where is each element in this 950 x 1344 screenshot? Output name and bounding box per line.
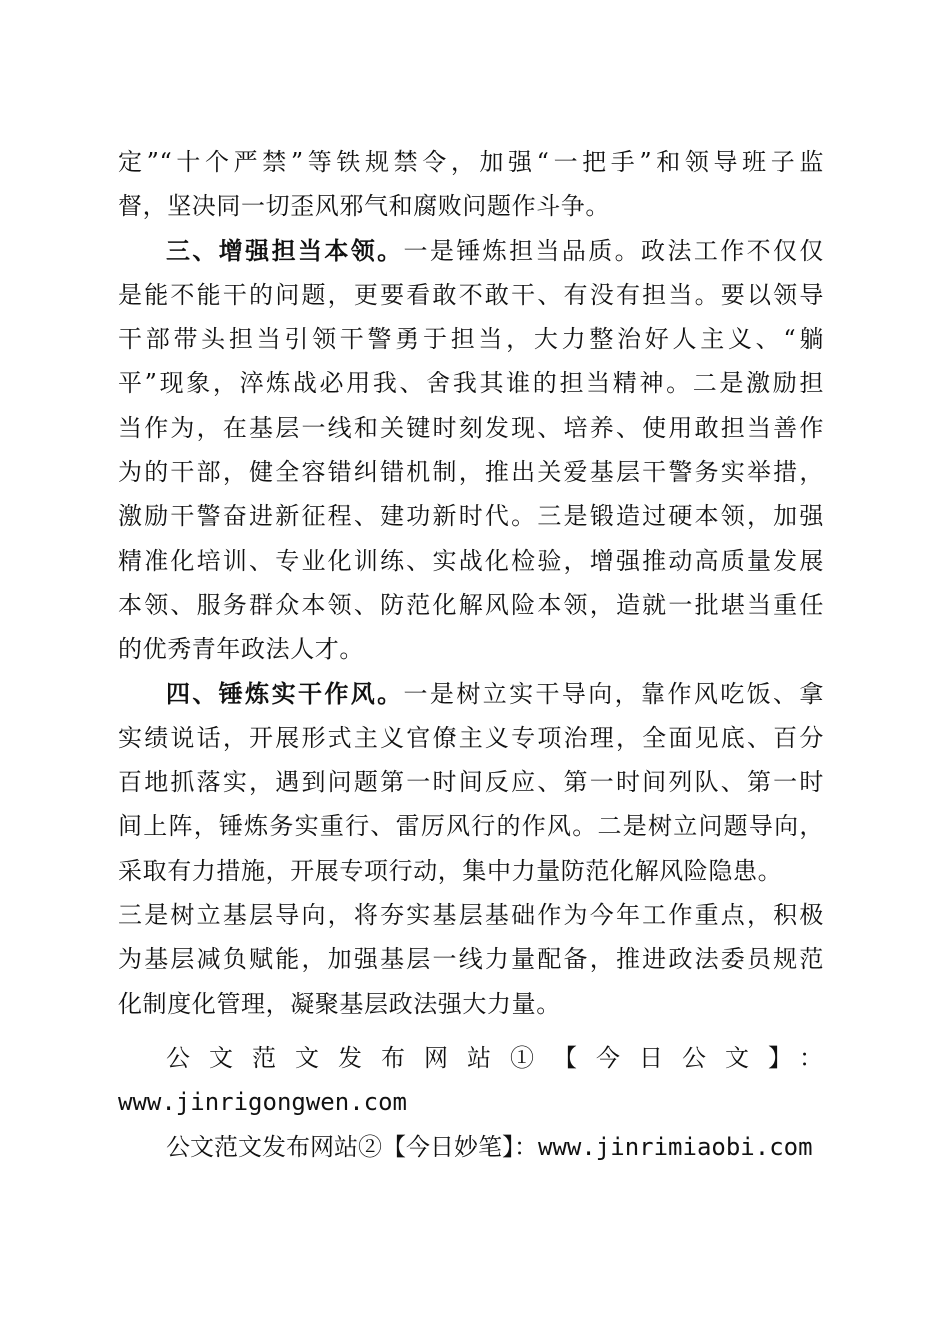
paragraph-line: 为的干部，健全容错纠错机制，推出关爱基层干警务实举措， [118,458,824,487]
paragraph-line: 实绩说话，开展形式主义官僚主义专项治理，全面见底、百分 [118,723,824,752]
paragraph-line: 当作为，在基层一线和关键时刻发现、培养、使用敢担当善作 [118,413,824,442]
paragraph-line: 化制度化管理，凝聚基层政法强大力量。 [118,989,561,1018]
section-four-first-line [118,672,824,716]
site1-label: 公文范文发布网站①【今日公文】： [166,1044,842,1072]
paragraph-line: 平”现象，淬炼战必用我、舍我其谁的担当精神。二是激励担 [118,369,824,398]
paragraph-line: 定”“十个严禁”等铁规禁令，加强“一把手”和领导班子监 [118,148,824,176]
paragraph-line: 百地抓落实，遇到问题第一时间反应、第一时间列队、第一时 [118,768,824,797]
section-four-first-text: 一是树立实干导向，靠作风吃饭、拿 [403,679,824,708]
paragraph-line: 采取有力措施，开展专项行动，集中力量防范化解风险隐患。 [118,856,783,885]
paragraph-line: 间上阵，锤炼务实重行、雷厉风行的作风。二是树立问题导向， [118,812,824,841]
paragraph-line: 是能不能干的问题，更要看敢不敢干、有没有担当。要以领导 [118,280,824,309]
footer-links [118,1036,842,1169]
section-four-heading: 四、锤炼实干作风。 [166,679,404,708]
section-three-first-line [118,229,824,273]
paragraph-line: 本领、服务群众本领、防范化解风险本领，造就一批堪当重任 [118,590,824,619]
site1-url[interactable]: www.jinrigongwen.com [118,1088,407,1117]
paragraph-line: 的优秀青年政法人才。 [118,635,364,664]
paragraph-line: 精准化培训、专业化训练、实战化检验，增强推动高质量发展 [118,546,824,575]
site2-label: 公文范文发布网站②【今日妙笔】： [166,1132,538,1161]
section-three-heading: 三、增强担当本领。 [166,236,404,265]
paragraph-line: 三是树立基层导向，将夯实基层基础作为今年工作重点，积极 [118,901,824,930]
paragraph-line: 干部带头担当引领干警勇于担当，大力整治好人主义、“躺 [118,325,824,354]
site2-line [118,1125,824,1169]
body-text [118,140,824,1026]
site2-url[interactable]: www.jinrimiaobi.com [538,1132,813,1161]
paragraph-line: 激励干警奋进新征程、建功新时代。三是锻造过硬本领，加强 [118,502,824,531]
section-three-first-text: 一是锤炼担当品质。政法工作不仅仅 [403,236,824,265]
paragraph-line: 为基层减负赋能，加强基层一线力量配备，推进政法委员规范 [118,945,824,974]
paragraph-line: 督，坚决同一切歪风邪气和腐败问题作斗争。 [118,192,610,221]
